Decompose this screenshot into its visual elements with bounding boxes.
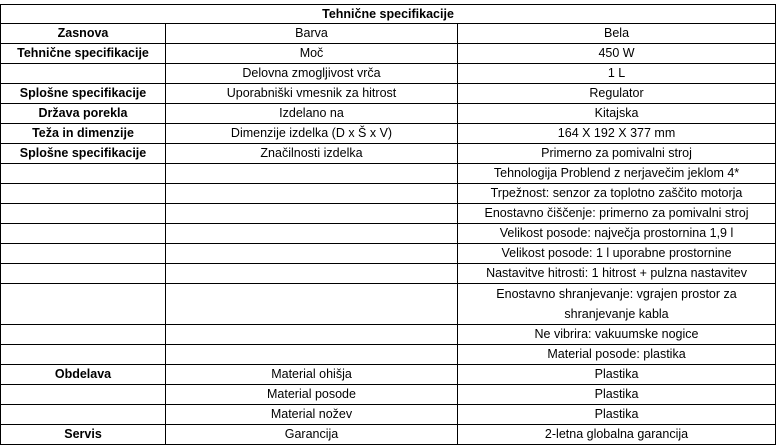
row-group-cell <box>1 164 166 184</box>
row-group-cell: Obdelava <box>1 365 166 385</box>
row-group-cell <box>1 345 166 365</box>
row-group-cell: Država porekla <box>1 104 166 124</box>
row-value-cell: Enostavno shranjevanje: vgrajen prostor za shranjevanje kabla <box>458 284 776 325</box>
row-group-cell: Servis <box>1 425 166 445</box>
row-group-cell: Teža in dimenzije <box>1 124 166 144</box>
row-attribute-cell: Uporabniški vmesnik za hitrost <box>166 84 458 104</box>
table-row <box>1 204 776 224</box>
table-row <box>1 124 776 144</box>
row-group-cell <box>1 264 166 284</box>
row-attribute-cell <box>166 164 458 184</box>
row-value-cell: Plastika <box>458 385 776 405</box>
row-group-cell <box>1 224 166 244</box>
row-group-cell <box>1 64 166 84</box>
table-row <box>1 425 776 445</box>
row-value-cell: Material posode: plastika <box>458 345 776 365</box>
row-value-cell: Bela <box>458 24 776 44</box>
table-row <box>1 104 776 124</box>
row-attribute-cell: Značilnosti izdelka <box>166 144 458 164</box>
table-row <box>1 244 776 264</box>
row-attribute-cell <box>166 345 458 365</box>
row-value-cell: Plastika <box>458 365 776 385</box>
row-group-cell <box>1 284 166 325</box>
row-attribute-cell <box>166 204 458 224</box>
spec-table <box>0 4 776 445</box>
row-value-cell: Trpežnost: senzor za toplotno zaščito motorja <box>458 184 776 204</box>
row-value-cell: Enostavno čiščenje: primerno za pomivalni stroj <box>458 204 776 224</box>
row-group-cell: Zasnova <box>1 24 166 44</box>
table-row <box>1 325 776 345</box>
row-group-cell <box>1 184 166 204</box>
table-row <box>1 184 776 204</box>
table-row <box>1 264 776 284</box>
spec-table-body <box>1 24 776 445</box>
row-attribute-cell: Barva <box>166 24 458 44</box>
row-group-cell: Splošne specifikacije <box>1 84 166 104</box>
row-value-cell: Plastika <box>458 405 776 425</box>
row-attribute-cell: Garancija <box>166 425 458 445</box>
row-value-cell: 2-letna globalna garancija <box>458 425 776 445</box>
row-attribute-cell: Material nožev <box>166 405 458 425</box>
row-value-cell: Nastavitve hitrosti: 1 hitrost + pulzna nastavitev <box>458 264 776 284</box>
row-value-cell: Ne vibrira: vakuumske nogice <box>458 325 776 345</box>
table-row <box>1 164 776 184</box>
row-value-cell: Tehnologija Problend z nerjavečim jeklom 4* <box>458 164 776 184</box>
row-value-cell: 164 X 192 X 377 mm <box>458 124 776 144</box>
row-value-cell: 1 L <box>458 64 776 84</box>
table-title: Tehnične specifikacije <box>1 5 776 24</box>
row-group-cell <box>1 385 166 405</box>
table-row <box>1 84 776 104</box>
row-attribute-cell: Dimenzije izdelka (D x Š x V) <box>166 124 458 144</box>
row-value-cell: Velikost posode: 1 l uporabne prostornine <box>458 244 776 264</box>
table-row <box>1 385 776 405</box>
row-group-cell <box>1 325 166 345</box>
table-title-row <box>1 5 776 24</box>
table-row <box>1 284 776 325</box>
row-attribute-cell: Izdelano na <box>166 104 458 124</box>
table-row <box>1 224 776 244</box>
row-attribute-cell <box>166 184 458 204</box>
table-row <box>1 144 776 164</box>
row-attribute-cell: Material posode <box>166 385 458 405</box>
row-attribute-cell <box>166 224 458 244</box>
row-group-cell: Splošne specifikacije <box>1 144 166 164</box>
table-row <box>1 24 776 44</box>
row-group-cell <box>1 405 166 425</box>
row-attribute-cell: Moč <box>166 44 458 64</box>
row-group-cell <box>1 204 166 224</box>
row-attribute-cell: Delovna zmogljivost vrča <box>166 64 458 84</box>
row-group-cell: Tehnične specifikacije <box>1 44 166 64</box>
row-value-cell: Kitajska <box>458 104 776 124</box>
row-value-cell: Primerno za pomivalni stroj <box>458 144 776 164</box>
row-group-cell <box>1 244 166 264</box>
table-row <box>1 44 776 64</box>
row-attribute-cell <box>166 264 458 284</box>
row-value-cell: Regulator <box>458 84 776 104</box>
row-value-cell: 450 W <box>458 44 776 64</box>
row-value-cell: Velikost posode: največja prostornina 1,9 l <box>458 224 776 244</box>
table-row <box>1 345 776 365</box>
row-attribute-cell <box>166 244 458 264</box>
row-attribute-cell: Material ohišja <box>166 365 458 385</box>
row-attribute-cell <box>166 284 458 325</box>
row-attribute-cell <box>166 325 458 345</box>
table-row <box>1 365 776 385</box>
table-row <box>1 405 776 425</box>
table-row <box>1 64 776 84</box>
